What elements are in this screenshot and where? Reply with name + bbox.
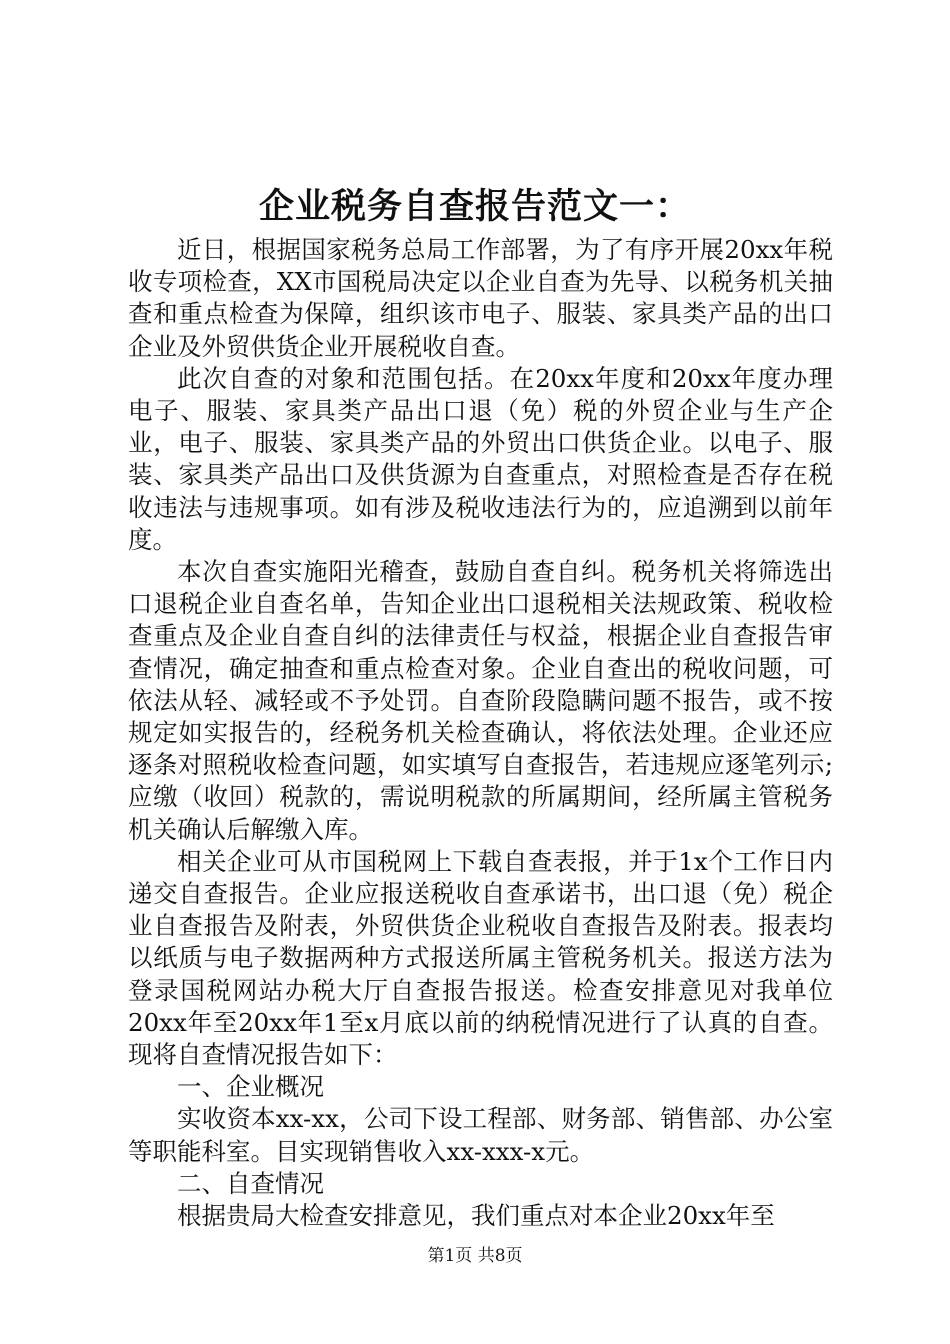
section-heading-self-check: 二、自查情况 [177, 1168, 324, 1198]
paragraph-sunshine-audit: 本次自查实施阳光稽查，鼓励自查自纠。税务机关将筛选出口退税企业自查名单，告知企业出口退税相关法规政策、税收检查重点及企业自查自纠的法律责任与权益，根据企业自查报告审查情况，确定抽查和重点检查对象。企业自查出的税收问题，可依法从轻、减轻或不予处罚。自查阶段隐瞒问题不报告，或不按规定如实报告的，经税务机关检查确认，将依法处理。企业还应逐条对照税收检查问题，如实填写自查报告，若违规应逐笔列示;应缴（收回）税款的，需说明税款的所属期间，经所属主管税务机关确认后解缴入库。 [128, 557, 833, 844]
section-heading-company-overview: 一、企业概况 [177, 1072, 324, 1102]
document-body [128, 234, 833, 1232]
page-footer: 第1页 共8页 [427, 1246, 523, 1266]
paragraph-scope: 此次自查的对象和范围包括。在20xx年度和20xx年度办理电子、服装、家具类产品出口退（免）税的外贸企业与生产企业，电子、服装、家具类产品的外贸出口供货企业。以电子、服装、家具类产品出口及供货源为自查重点，对照检查是否存在税收违法与违规事项。如有涉及税收违法行为的，应追溯到以前年度。 [128, 363, 833, 554]
document-title: 企业税务自查报告范文一： [258, 186, 691, 227]
paragraph-self-check: 根据贵局大检查安排意见，我们重点对本企业20xx年至 [177, 1201, 775, 1231]
paragraph-submission: 相关企业可从市国税网上下载自查表报，并于1x个工作日内递交自查报告。企业应报送税收自查承诺书，出口退（免）税企业自查报告及附表，外贸供货企业税收自查报告及附表。报表均以纸质与电子数据两种方式报送所属主管税务机关。报送方法为登录国税网站办税大厅自查报告报送。检查安排意见对我单位20xx年至20xx年1至x月底以前的纳税情况进行了认真的自查。现将自查情况报告如下： [128, 846, 833, 1070]
paragraph-company-overview: 实收资本xx-xx，公司下设工程部、财务部、销售部、办公室等职能科室。目实现销售收入xx-xxx-x元。 [128, 1104, 833, 1166]
paragraph-intro: 近日，根据国家税务总局工作部署，为了有序开展20xx年税收专项检查，XX市国税局决定以企业自查为先导、以税务机关抽查和重点检查为保障，组织该市电子、服装、家具类产品的出口企业及外贸供货企业开展税收自查。 [128, 235, 833, 361]
